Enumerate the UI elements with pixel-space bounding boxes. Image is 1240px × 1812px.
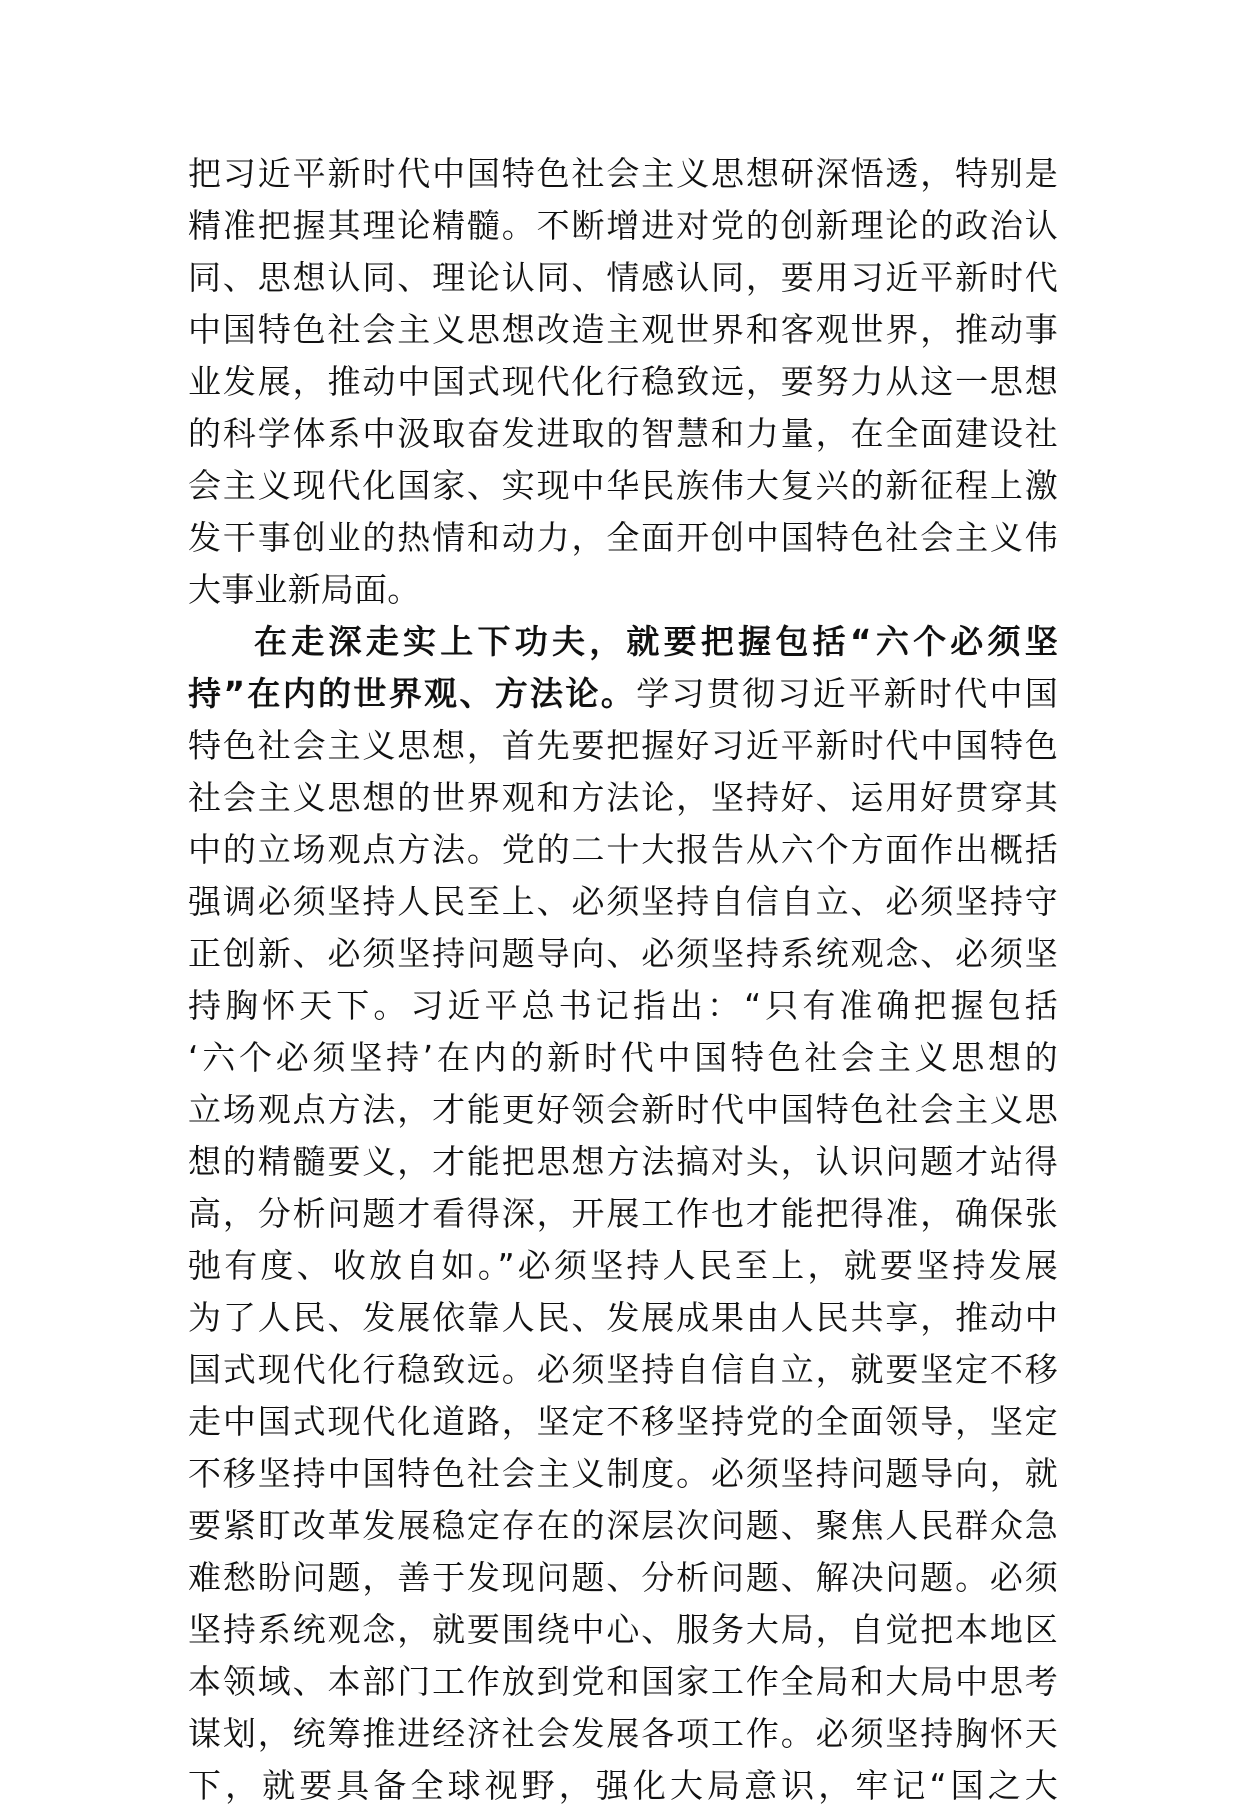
text-line: ‘六个必须坚持’在内的新时代中国特色社会主义思想的	[188, 1038, 1058, 1077]
text-line: 高，分析问题才看得深，开展工作也才能把得准，确保张	[188, 1194, 1058, 1233]
text-line: 中国特色社会主义思想改造主观世界和客观世界，推动事	[188, 310, 1058, 349]
body-text: 学习贯彻习近平新时代中国	[636, 674, 1058, 713]
text-line: 想的精髓要义，才能把思想方法搞对头，认识问题才站得	[188, 1142, 1058, 1181]
text-line: 强调必须坚持人民至上、必须坚持自信自立、必须坚持守	[188, 882, 1058, 921]
text-line: 本领域、本部门工作放到党和国家工作全局和大局中思考	[188, 1662, 1058, 1701]
text-line: 把习近平新时代中国特色社会主义思想研深悟透，特别是	[188, 154, 1058, 193]
text-line: 立场观点方法，才能更好领会新时代中国特色社会主义思	[188, 1090, 1058, 1129]
document-body	[188, 148, 1058, 1812]
text-line: 大事业新局面。	[188, 570, 421, 609]
text-line: 不移坚持中国特色社会主义制度。必须坚持问题导向，就	[188, 1454, 1058, 1493]
text-line: 下，就要具备全球视野，强化大局意识，牢记“国之大	[188, 1766, 1058, 1805]
paragraph-2	[188, 616, 1058, 1812]
paragraph-1	[188, 148, 1058, 616]
text-line: 的科学体系中汲取奋发进取的智慧和力量，在全面建设社	[188, 414, 1058, 453]
mixed-line	[188, 668, 1058, 720]
text-line: 同、思想认同、理论认同、情感认同，要用习近平新时代	[188, 258, 1058, 297]
bold-heading-text: 持”在内的世界观、方法论。	[188, 674, 637, 713]
bold-heading-line: 在走深走实上下功夫，就要把握包括“六个必须坚	[254, 622, 1058, 661]
text-line: 走中国式现代化道路，坚定不移坚持党的全面领导，坚定	[188, 1402, 1058, 1441]
text-line: 中的立场观点方法。党的二十大报告从六个方面作出概括	[188, 830, 1058, 869]
text-line: 正创新、必须坚持问题导向、必须坚持系统观念、必须坚	[188, 934, 1058, 973]
text-line: 特色社会主义思想，首先要把握好习近平新时代中国特色	[188, 726, 1058, 765]
text-line: 为了人民、发展依靠人民、发展成果由人民共享，推动中	[188, 1298, 1058, 1337]
text-line: 弛有度、收放自如。”必须坚持人民至上，就要坚持发展	[188, 1246, 1058, 1285]
text-line: 难愁盼问题，善于发现问题、分析问题、解决问题。必须	[188, 1558, 1058, 1597]
text-line: 发干事创业的热情和动力，全面开创中国特色社会主义伟	[188, 518, 1058, 557]
text-line: 国式现代化行稳致远。必须坚持自信自立，就要坚定不移	[188, 1350, 1058, 1389]
text-line: 要紧盯改革发展稳定存在的深层次问题、聚焦人民群众急	[188, 1506, 1058, 1545]
text-line: 社会主义思想的世界观和方法论，坚持好、运用好贯穿其	[188, 778, 1058, 817]
text-line: 业发展，推动中国式现代化行稳致远，要努力从这一思想	[188, 362, 1058, 401]
text-line: 会主义现代化国家、实现中华民族伟大复兴的新征程上激	[188, 466, 1058, 505]
text-line: 精准把握其理论精髓。不断增进对党的创新理论的政治认	[188, 206, 1058, 245]
text-line: 谋划，统筹推进经济社会发展各项工作。必须坚持胸怀天	[188, 1714, 1058, 1753]
text-line: 坚持系统观念，就要围绕中心、服务大局，自觉把本地区	[188, 1610, 1058, 1649]
text-line: 持胸怀天下。习近平总书记指出：“只有准确把握包括	[188, 986, 1058, 1025]
